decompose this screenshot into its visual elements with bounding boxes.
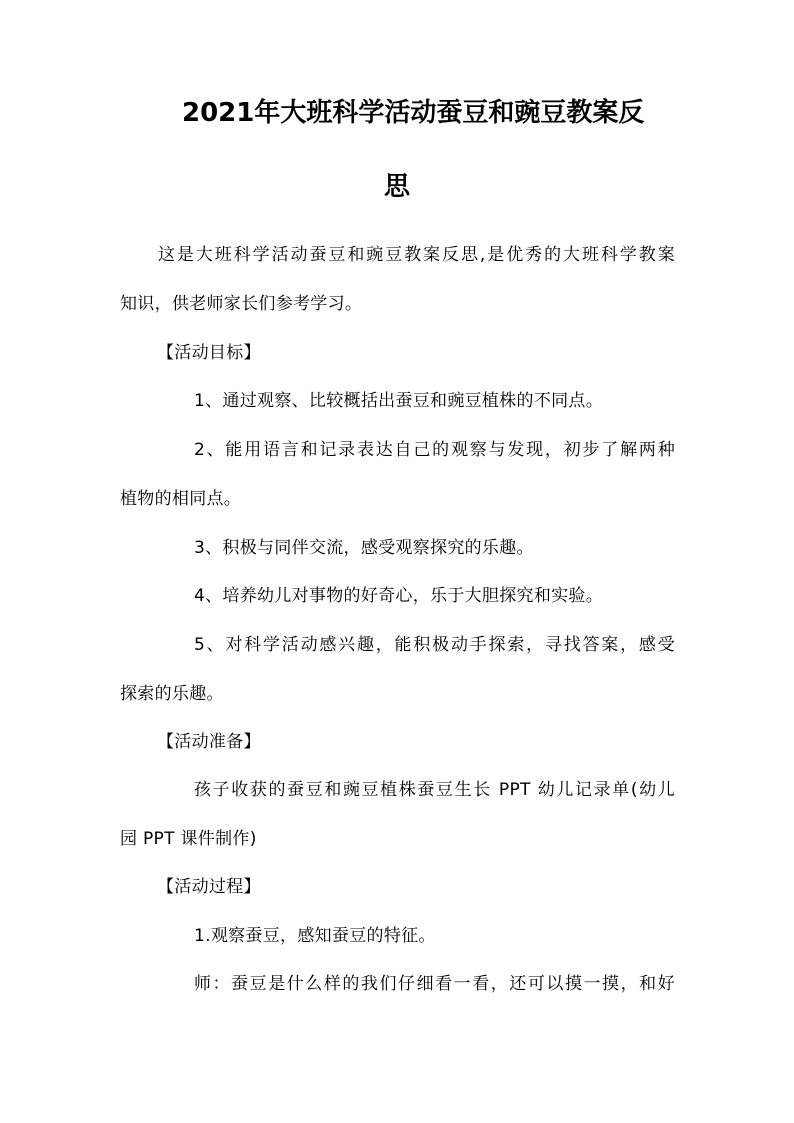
goal-item-3: 3、积极与同伴交流，感受观察探究的乐趣。 <box>194 538 534 558</box>
process-step-1: 1.观察蚕豆，感知蚕豆的特征。 <box>194 926 436 946</box>
goal-item-5-line-2: 探索的乐趣。 <box>120 684 224 704</box>
prep-line-2: 园 PPT 课件制作) <box>120 829 257 849</box>
section-heading-process: 【活动过程】 <box>157 877 261 897</box>
goal-item-2-line-1: 2、能用语言和记录表达自己的观察与发现，初步了解两种 <box>194 440 675 460</box>
goal-item-2-line-2: 植物的相同点。 <box>120 489 242 509</box>
goal-item-5-line-1: 5、对科学活动感兴趣，能积极动手探索，寻找答案，感受 <box>194 635 675 655</box>
section-heading-goals: 【活动目标】 <box>157 343 261 363</box>
prep-line-1: 孩子收获的蚕豆和豌豆植株蚕豆生长 PPT 幼儿记录单(幼儿 <box>194 780 675 800</box>
process-teacher-line: 师：蚕豆是什么样的我们仔细看一看，还可以摸一摸，和好 <box>194 974 675 994</box>
document-title-line-2: 思 <box>384 172 411 202</box>
document-title-line-1: 2021年大班科学活动蚕豆和豌豆教案反 <box>182 98 645 128</box>
goal-item-4: 4、培养幼儿对事物的好奇心，乐于大胆探究和实验。 <box>194 586 604 606</box>
goal-item-1: 1、通过观察、比较概括出蚕豆和豌豆植株的不同点。 <box>194 391 604 411</box>
intro-paragraph-line-1: 这是大班科学活动蚕豆和豌豆教案反思,是优秀的大班科学教案 <box>158 245 675 265</box>
intro-paragraph-line-2: 知识，供老师家长们参考学习。 <box>120 294 363 314</box>
section-heading-prep: 【活动准备】 <box>157 732 261 752</box>
